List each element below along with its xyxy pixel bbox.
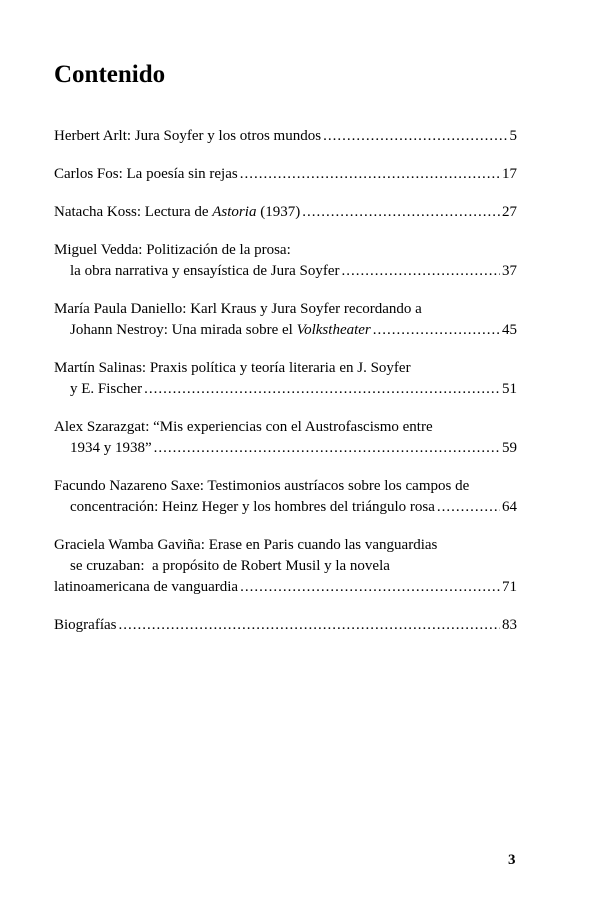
dot-leader <box>323 126 507 147</box>
toc-entry-title-part: Natacha Koss: Lectura de <box>54 204 213 220</box>
toc-page-number: 5 <box>509 128 517 144</box>
toc-line <box>54 476 517 497</box>
toc-entry-title-italic: Volkstheater <box>296 322 371 338</box>
toc-entry <box>54 615 517 636</box>
toc-line <box>54 126 517 147</box>
toc-line <box>54 417 517 438</box>
toc-entry-title: Herbert Arlt: Jura Soyfer y los otros mundos <box>54 128 322 144</box>
toc-entry-title-cont: concentración: Heinz Heger y los hombres del triángulo rosa <box>70 499 435 515</box>
dot-leader <box>240 577 500 598</box>
toc-entry-title: Facundo Nazareno Saxe: Testimonios austríacos sobre los campos de <box>54 478 470 494</box>
toc-line <box>54 497 517 518</box>
table-of-contents <box>54 126 517 636</box>
toc-entry <box>54 476 517 518</box>
toc-entry <box>54 358 517 400</box>
toc-page-number: 37 <box>502 263 517 279</box>
toc-line <box>54 299 517 320</box>
toc-line <box>54 535 517 556</box>
toc-entry-title-cont <box>70 320 371 341</box>
toc-line <box>54 164 517 185</box>
toc-entry-title: Biografías <box>54 617 117 633</box>
toc-entry-title-part: (1937) <box>256 204 301 220</box>
toc-entry-title-cont: y E. Fischer <box>70 381 143 397</box>
toc-page-number: 51 <box>502 381 517 397</box>
toc-line <box>54 358 517 379</box>
toc-entry <box>54 535 517 598</box>
toc-page-number: 83 <box>502 617 517 633</box>
toc-page-number: 64 <box>502 499 517 515</box>
toc-line <box>54 438 517 459</box>
dot-leader <box>118 615 500 636</box>
toc-entry-title-italic: Astoria <box>212 204 257 220</box>
toc-line <box>54 379 517 400</box>
toc-page-number: 17 <box>502 166 517 182</box>
toc-line <box>54 556 517 577</box>
toc-entry-title-cont: se cruzaban: a propósito de Robert Musil y la novela <box>70 558 390 574</box>
toc-entry-title-cont: la obra narrativa y ensayística de Jura Soyfer <box>70 263 340 279</box>
toc-entry <box>54 202 517 223</box>
toc-entry-title <box>54 202 300 223</box>
toc-page-number: 27 <box>502 204 517 220</box>
toc-entry-title: Carlos Fos: La poesía sin rejas <box>54 166 238 182</box>
dot-leader <box>154 438 500 459</box>
toc-line <box>54 261 517 282</box>
toc-entry-title-cont: 1934 y 1938” <box>70 440 152 456</box>
toc-entry-title: Miguel Vedda: Politización de la prosa: <box>54 242 291 258</box>
dot-leader <box>341 261 500 282</box>
toc-entry <box>54 299 517 341</box>
dot-leader <box>302 202 500 223</box>
dot-leader <box>144 379 500 400</box>
dot-leader <box>373 320 500 341</box>
toc-line <box>54 320 517 341</box>
toc-line <box>54 615 517 636</box>
toc-entry-title-cont: latinoamericana de vanguardia <box>54 579 239 595</box>
toc-entry-title: Martín Salinas: Praxis política y teoría literaria en J. Soyfer <box>54 360 411 376</box>
toc-entry <box>54 240 517 282</box>
toc-line <box>54 202 517 223</box>
toc-entry <box>54 417 517 459</box>
dot-leader <box>240 164 500 185</box>
toc-line <box>54 577 517 598</box>
toc-entry <box>54 126 517 147</box>
toc-entry-title: María Paula Daniello: Karl Kraus y Jura Soyfer recordando a <box>54 301 422 317</box>
toc-entry-title: Graciela Wamba Gaviña: Erase en Paris cuando las vanguardias <box>54 537 438 553</box>
page-title: Contenido <box>54 61 166 88</box>
toc-entry <box>54 164 517 185</box>
toc-entry-title: Alex Szarazgat: “Mis experiencias con el Austrofascismo entre <box>54 419 433 435</box>
toc-page-number: 59 <box>502 440 517 456</box>
toc-entry-title-part: Johann Nestroy: Una mirada sobre el <box>70 322 297 338</box>
toc-page-number: 45 <box>502 322 517 338</box>
dot-leader <box>437 497 500 518</box>
toc-page-number: 71 <box>502 579 517 595</box>
page-number: 3 <box>508 852 516 868</box>
toc-line <box>54 240 517 261</box>
